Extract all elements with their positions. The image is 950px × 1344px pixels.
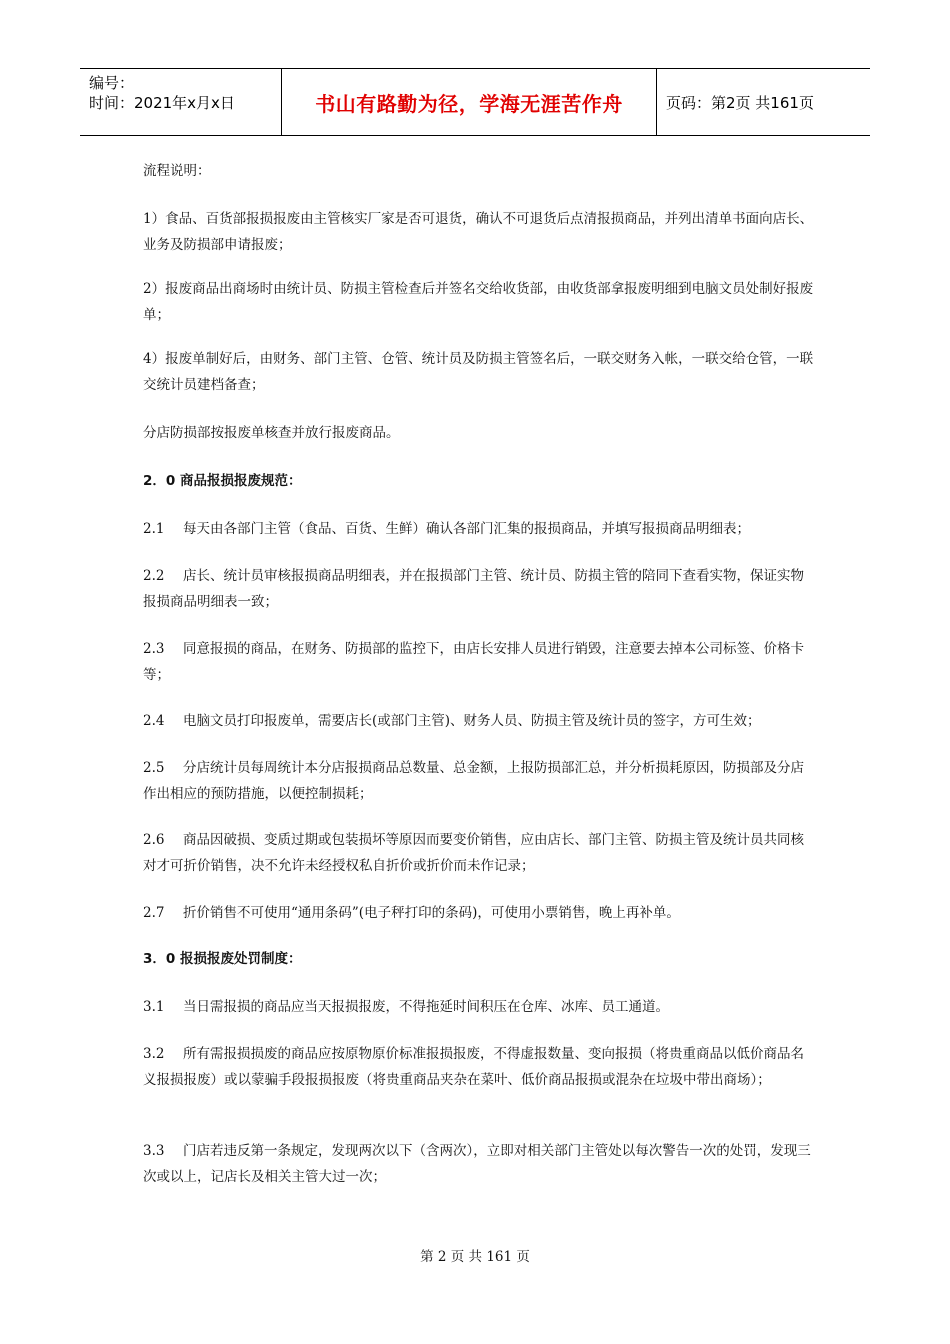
paragraph: 流程说明：: [143, 163, 211, 179]
page-footer: 第 2 页 共 161 页: [420, 1249, 530, 1265]
header-motto: 书山有路勤为径，学海无涯苦作舟: [315, 91, 623, 116]
paragraph: 分店防损部按报废单核查并放行报废商品。: [143, 425, 400, 441]
header-motto-cell: [282, 69, 657, 135]
page-header: [80, 68, 870, 136]
list-item: 2.1 每天由各部门主管（食品、百货、生鲜）确认各部门汇集的报损商品，并填写报损商品明细表；: [143, 521, 750, 537]
paragraph: 2）报废商品出商场时由统计员、防损主管检查后并签名交给收货部，由收货部拿报废明细到电脑文员处制好报废单；: [143, 281, 814, 323]
paragraph: 1）食品、百货部报损报废由主管核实厂家是否可退货，确认不可退货后点清报损商品，并列出清单书面向店长、业务及防损部申请报废；: [143, 211, 814, 253]
list-item: 2.7 折价销售不可使用“通用条码”(电子秤打印的条码)，可使用小票销售，晚上再补单。: [143, 905, 680, 921]
list-item: 2.4 电脑文员打印报废单，需要店长(或部门主管)、财务人员、防损主管及统计员的签字，方可生效；: [143, 713, 761, 729]
list-item: 2.3 同意报损的商品，在财务、防损部的监控下，由店长安排人员进行销毁，注意要去掉本公司标签、价格卡等；: [143, 641, 804, 683]
list-item: 3.3 门店若违反第一条规定，发现两次以下（含两次），立即对相关部门主管处以每次警告一次的处罚，发现三次或以上，记店长及相关主管大过一次；: [143, 1143, 811, 1185]
list-item: 3.2 所有需报损损废的商品应按原物原价标准报损报废，不得虚报数量、变向报损（将贵重商品以低价商品名义报损报废）或以蒙骗手段报损报废（将贵重商品夹杂在菜叶、低价商品报损或混杂在垃圾中带出商场）；: [143, 1046, 804, 1088]
list-item: 3.1 当日需报损的商品应当天报损报废，不得拖延时间积压在仓库、冰库、员工通道。: [143, 999, 669, 1015]
section-heading: 2．0 商品报损报废规范：: [143, 473, 302, 489]
section-heading: 3．0 报损报废处罚制度：: [143, 951, 302, 967]
header-page-info: 页码：第2页 共161页: [666, 93, 814, 112]
header-time-label: 时间：2021年x月x日: [89, 94, 235, 112]
list-item: 2.5 分店统计员每周统计本分店报损商品总数量、总金额，上报防损部汇总，并分析损耗原因，防损部及分店作出相应的预防措施，以便控制损耗；: [143, 760, 804, 802]
paragraph: 4）报废单制好后，由财务、部门主管、仓管、统计员及防损主管签名后，一联交财务入帐，一联交给仓管，一联交统计员建档备查；: [143, 351, 814, 393]
header-meta: [80, 69, 282, 135]
header-number-label: 编号：: [89, 74, 135, 92]
list-item: 2.2 店长、统计员审核报损商品明细表，并在报损部门主管、统计员、防损主管的陪同下查看实物，保证实物报损商品明细表一致；: [143, 568, 804, 610]
list-item: 2.6 商品因破损、变质过期或包装损坏等原因而要变价销售，应由店长、部门主管、防损主管及统计员共同核对才可折价销售，决不允许未经授权私自折价或折价而未作记录；: [143, 832, 804, 874]
